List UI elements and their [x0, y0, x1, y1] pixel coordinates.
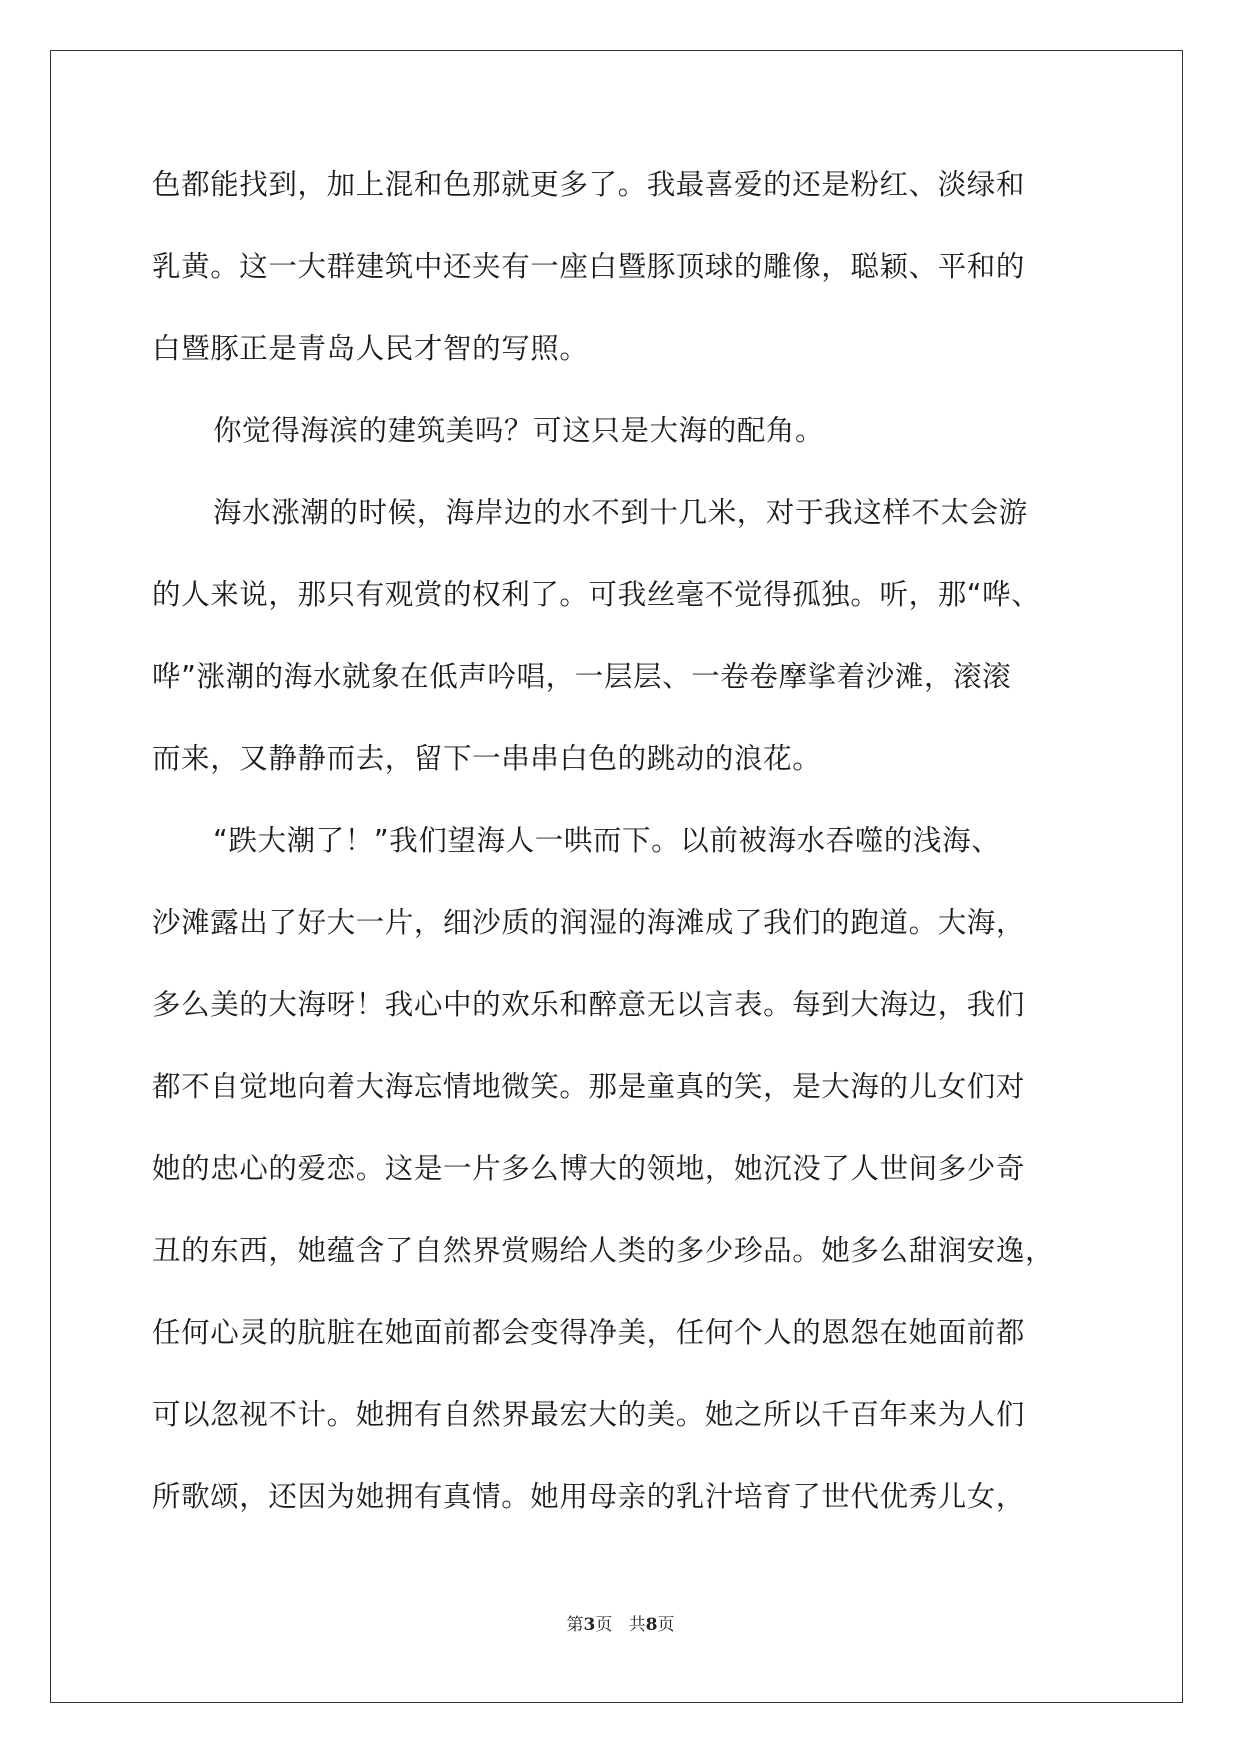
total-suffix: 页: [657, 1615, 675, 1635]
page-prefix: 第: [566, 1615, 584, 1635]
text-line: 她的忠心的爱恋。这是一片多么博大的领地，她沉没了人世间多少奇: [152, 1152, 1026, 1185]
text-line: 白暨豚正是青岛人民才智的写照。: [152, 332, 589, 365]
total-page-count: 8: [645, 1615, 658, 1635]
page-number-footer: [0, 1610, 1241, 1635]
current-page-number: 3: [583, 1615, 596, 1635]
document-body: [152, 160, 1092, 1554]
text-line: 乳黄。这一大群建筑中还夹有一座白暨豚顶球的雕像，聪颖、平和的: [152, 250, 1026, 283]
text-line: “跌大潮了！”我们望海人一哄而下。以前被海水吞噬的浅海、: [213, 824, 1001, 857]
text-line: 多么美的大海呀！我心中的欢乐和醉意无以言表。每到大海边，我们: [152, 988, 1026, 1021]
text-line: 海水涨潮的时候，海岸边的水不到十几米，对于我这样不太会游: [213, 496, 1028, 529]
text-line: 沙滩露出了好大一片，细沙质的润湿的海滩成了我们的跑道。大海，: [152, 906, 1026, 939]
text-line: 哗”涨潮的海水就象在低声吟唱，一层层、一卷卷摩挲着沙滩，滚滚: [152, 660, 1012, 693]
text-line: 你觉得海滨的建筑美吗？可这只是大海的配角。: [213, 414, 825, 447]
total-prefix: 共: [628, 1615, 646, 1635]
text-line: 任何心灵的肮脏在她面前都会变得净美，任何个人的恩怨在她面前都: [152, 1316, 1026, 1349]
text-line: 都不自觉地向着大海忘情地微笑。那是童真的笑，是大海的儿女们对: [152, 1070, 1026, 1103]
text-line: 而来，又静静而去，留下一串串白色的跳动的浪花。: [152, 742, 822, 775]
text-line: 所歌颂，还因为她拥有真情。她用母亲的乳汁培育了世代优秀儿女，: [152, 1480, 1026, 1513]
text-line: 可以忽视不计。她拥有自然界最宏大的美。她之所以千百年来为人们: [152, 1398, 1026, 1431]
page-suffix: 页: [595, 1615, 613, 1635]
text-line: 色都能找到，加上混和色那就更多了。我最喜爱的还是粉红、淡绿和: [152, 168, 1026, 201]
text-line: 丑的东西，她蕴含了自然界赏赐给人类的多少珍品。她多么甜润安逸，: [152, 1234, 1055, 1267]
text-line: 的人来说，那只有观赏的权利了。可我丝毫不觉得孤独。听，那“哗、: [152, 578, 1041, 611]
